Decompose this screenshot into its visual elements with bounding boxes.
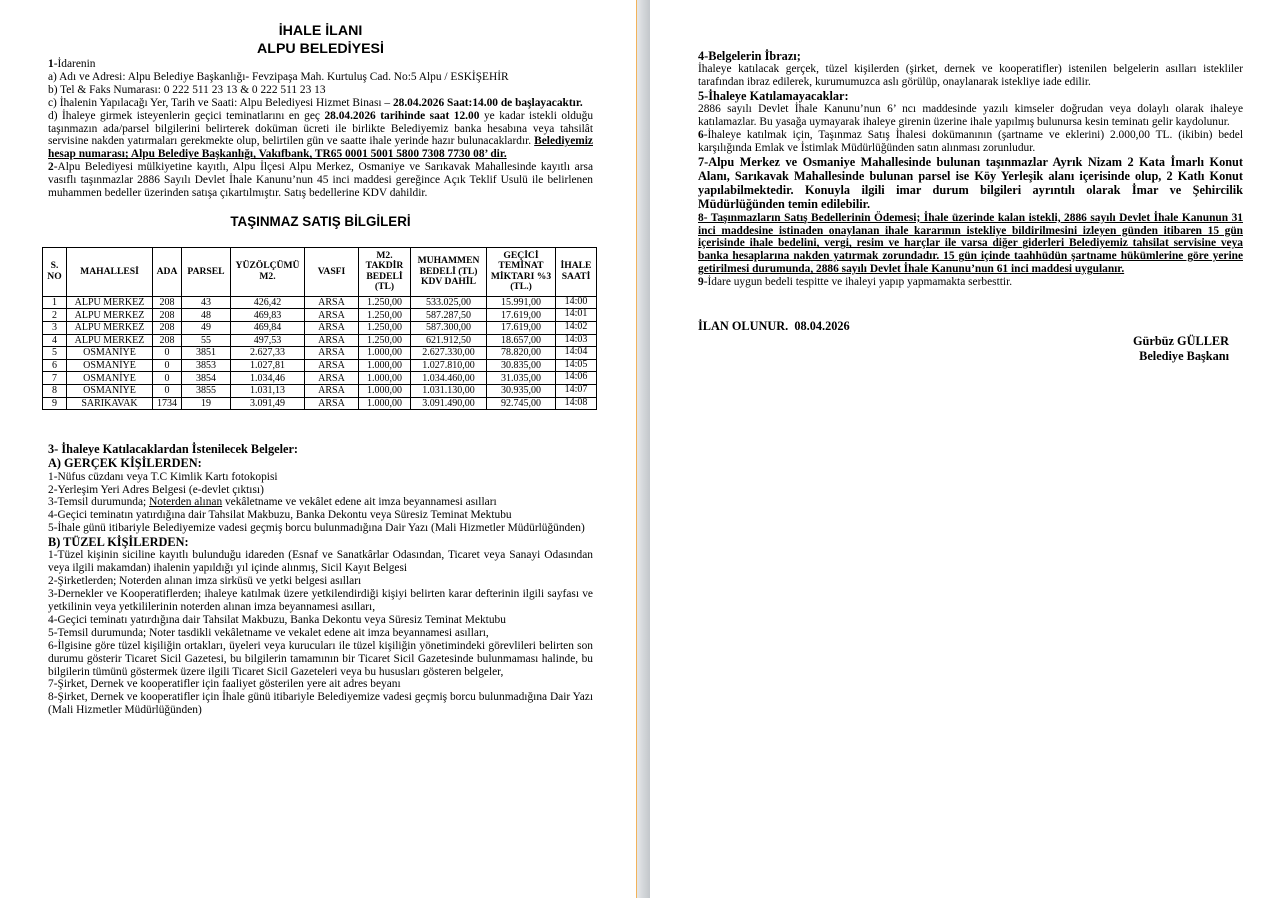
list-item: 2-Şirketlerden; Noterden alınan imza sirküsü ve yetki belgesi asılları [48,575,362,588]
table-cell: ALPU MERKEZ [67,309,153,322]
column-header: GEÇİCİ TEMİNAT MİKTARI %3 (TL.) [487,247,556,296]
section-1b-phone: b) Tel & Faks Numarası: 0 222 511 23 13 & 0 222 511 23 13 [48,83,326,96]
table-row [43,347,597,360]
table-cell: 30.835,00 [487,359,556,372]
table-cell: 31.035,00 [487,372,556,385]
table-cell: SARIKAVAK [67,397,153,410]
table-row [43,359,597,372]
table-title: TAŞINMAZ SATIŞ BİLGİLERİ [230,213,411,229]
page-1-content [48,22,593,717]
table-cell: 208 [153,309,182,322]
table-cell: 14:08 [556,397,597,410]
section-1d-text2: ye kadar istekli olduğu taşınmazın ada/parsel bilgilerini belirterek doküman ücreti ile birlikte Belediyemiz banka hesabına veya tahsilât servisine nakden yatırmaları gerekmekte olup, belirtilen gün ve saatte ihale yerinde hazır bulunacaklardır. [48,109,594,148]
section-9-paragraph [698,276,1243,289]
section-3b-heading: B) TÜZEL KİŞİLERDEN: [48,535,189,550]
list-item: 5-İhale günü itibariyle Belediyemize vadesi geçmiş borcu bulunmadığına Dair Yazı (Mali Hizmetler Müdürlüğünden) [48,522,585,535]
table-cell: ARSA [305,334,359,347]
section-3a-heading: A) GERÇEK KİŞİLERDEN: [48,456,202,471]
table-cell: 3854 [182,372,231,385]
column-header: MUHAMMEN BEDELİ (TL) KDV DAHİL [411,247,487,296]
table-cell: 1.000,00 [359,397,411,410]
column-header: VASFI [305,247,359,296]
section-1c-text: c) İhalenin Yapılacağı Yer, Tarih ve Saati: Alpu Belediyesi Hizmet Binası – [48,96,393,109]
table-cell: 6 [43,359,67,372]
table-cell: 1.034,46 [231,372,305,385]
list-item: 4-Geçici teminatın yatırdığına dair Tahsilat Makbuzu, Banka Dekontu veya Süresiz Teminat Mektubu [48,509,512,522]
list-item: 3-Dernekler ve Kooperatiflerden; ihaleye katılmak üzere yetkilendirdiği kişiyi belirten karar defterinin ilgili sayfası ve yetkilinin veya yetkililerinin noterden alınan imza beyannamesi asılları, [48,588,593,613]
column-header: MAHALLESİ [67,247,153,296]
table-cell: 14:00 [556,296,597,309]
table-cell: 1.250,00 [359,334,411,347]
section-1c-place-date [48,97,593,110]
table-row [43,397,597,410]
table-cell: ARSA [305,347,359,360]
section-8-paragraph [698,212,1243,277]
table-cell: 43 [182,296,231,309]
section-3-heading: 3- İhaleye Katılacaklardan İstenilecek Belgeler: [48,442,298,457]
table-cell: ALPU MERKEZ [67,334,153,347]
table-cell: 78.820,00 [487,347,556,360]
table-cell: 3851 [182,347,231,360]
list-item: 6-İlgisine göre tüzel kişiliğin ortakları, üyeleri veya kurucuları ile tüzel kişiliğin yönetimindeki görevlileri belirten son durumu gösterir Ticaret Sicil Gazetesi, bu bilgilerin tamamının bir Ticaret Sicil Gazetesinde bulunmaması halinde, bu bilgilerin tümünü göstermek üzere ilgili Ticaret Sicil Gazeteleri veya bu hususları gösteren belgeler, [48,639,593,678]
section-1d-deposit [48,110,593,162]
section-8-text: İhale üzerinde kalan istekli, 2886 sayılı Devlet İhale Kanunun 31 inci maddesine istinaden onaylanan ihale kararının istekliye bildirilmesini izleyen günden itibaren 15 gün içerisinde ihale bedelini, vergi, resim ve harçlar ile varsa diğer giderleri Belediyemiz tahsilat servisine veya banka hesaplarına nakden yatırmak zorundadır. 15 gün içinde taahhüdün şartname hükümlerine göre yerine getirilmesi durumunda, 2886 sayılı Devlet İhale Kanunu’nun 61 inci maddesi uygulanır. [698,211,1243,276]
table-cell: OSMANİYE [67,347,153,360]
section-8-heading: 8- Taşınmazların Satış Bedellerinin Ödemesi; [698,211,921,224]
table-cell: OSMANİYE [67,385,153,398]
table-cell: 1.000,00 [359,347,411,360]
table-cell: 3853 [182,359,231,372]
table-cell: 1.027.810,00 [411,359,487,372]
underlined-text: Noterden alınan [149,496,223,509]
section-2-paragraph [48,161,593,200]
column-header: İHALE SAATİ [556,247,597,296]
table-cell: ARSA [305,322,359,335]
table-cell: 1.250,00 [359,309,411,322]
column-header: M2. TAKDİR BEDELİ (TL) [359,247,411,296]
table-cell: 1.250,00 [359,322,411,335]
table-cell: 7 [43,372,67,385]
table-cell: 9 [43,397,67,410]
list-item: 1-Tüzel kişinin siciline kayıtlı bulunduğu idareden (Esnaf ve Sanatkârlar Odasından, Ticaret veya Sanayi Odasından veya ilgili makamdan) ihalenin yapıldığı yıl içinde alınmış, Sicil Kayıt Belgesi [48,549,593,575]
table-cell: 0 [153,372,182,385]
table-cell: 1.027,81 [231,359,305,372]
section-1a-address: a) Adı ve Adresi: Alpu Belediye Başkanlığı- Fevzipaşa Mah. Kurtuluş Cad. No:5 Alpu / ESKİŞEHİR [48,70,509,83]
section-9-text: -İdare uygun bedeli tespitte ve ihaleyi yapıp yapmamakta serbesttir. [703,276,1013,289]
table-row [43,334,597,347]
table-cell: 1.031,13 [231,385,305,398]
bank-account-info: Belediyemiz hesap numarası; Alpu Belediye Başkanlığı, Vakıfbank, TR65 0001 5001 5800 7308 7730 08’ dir. [48,135,593,161]
section-1-heading-text: -İdarenin [53,58,96,70]
table-cell: 3.091.490,00 [411,397,487,410]
list-item-text: 3-Temsil durumunda; [48,496,150,509]
table-cell: 14:02 [556,322,597,335]
table-row [43,322,597,335]
section-1d-text1: d) İhaleye girmek isteyenlerin geçici teminatlarını en geç [48,109,325,122]
section-6-paragraph [698,129,1243,155]
table-cell: 3 [43,322,67,335]
section-4-heading: 4-Belgelerin İbrazı; [698,49,801,63]
section-1-heading [48,58,593,71]
table-cell: ALPU MERKEZ [67,322,153,335]
table-cell: ARSA [305,372,359,385]
table-cell: OSMANİYE [67,372,153,385]
table-cell: 621.912,50 [411,334,487,347]
table-cell: ARSA [305,359,359,372]
signer-name: Gürbüz GÜLLER [1132,334,1229,349]
section-1c-datetime: 28.04.2026 Saat:14.00 de başlayacaktır. [392,96,583,109]
column-header: PARSEL [182,247,231,296]
list-item-text: vekâletname ve vekâlet edene ait imza beyannamesi asılları [222,496,497,509]
table-cell: 1.250,00 [359,296,411,309]
table-cell: OSMANİYE [67,359,153,372]
table-cell: 55 [182,334,231,347]
table-row [43,296,597,309]
table-cell: ARSA [305,385,359,398]
table-cell: 1.034.460,00 [411,372,487,385]
table-cell: 3.091,49 [231,397,305,410]
table-cell: 1.000,00 [359,385,411,398]
section-5-text: 2886 sayılı Devlet İhale Kanunu’nun 6’ ncı maddesinde yazılı kimseler doğrudan veya dolaylı olarak ihaleye katılamazlar. Bu yasağa uymayarak ihaleye girenin üzerine ihale yapılmış bulunursa kesin teminatı gelir kaydolunur. [698,103,1243,129]
section-4-text: İhaleye katılacak gerçek, tüzel kişilerden (şirket, dernek ve kooperatifler) istenilen belgelerin asılları istekliler tarafından ibraz edilerek, kurumumuzca aslı görülüp, onaylanarak istekliye iade edilir. [698,63,1243,89]
list-item: 4-Geçici teminatı yatırdığına dair Tahsilat Makbuzu, Banka Dekontu veya Süresiz Teminat Mektubu [48,613,506,626]
table-cell: ARSA [305,397,359,410]
table-cell: 208 [153,296,182,309]
page-separator [636,0,650,898]
table-cell: 17.619,00 [487,322,556,335]
table-row [43,372,597,385]
table-cell: 587.300,00 [411,322,487,335]
document-page-1 [0,0,636,898]
table-cell: 48 [182,309,231,322]
table-cell: 1.000,00 [359,372,411,385]
section-2-text: -Alpu Belediyesi mülkiyetine kayıtlı, Alpu İlçesi Alpu Merkez, Osmaniye ve Sarıkavak Mahallesinde kayıtlı arsa vasıflı taşınmazlar 2886 Sayılı Devlet İhale Kanunu’nun 45 inci maddesi gereğince Açık Teklif Usulü ile belirlenen muhammen bedeller üzerinden satışa çıkartılmıştır. Satış bedellerine KDV dahildir. [48,161,593,200]
list-item [48,496,593,509]
table-cell: 1 [43,296,67,309]
table-cell: 469,84 [231,322,305,335]
section-1-number: 1 [48,58,54,70]
table-cell: 208 [153,322,182,335]
column-header: YÜZÖLÇÜMÜ M2. [231,247,305,296]
table-cell: 1.031.130,00 [411,385,487,398]
table-body [43,296,597,409]
list-item: 1-Nüfus cüzdanı veya T.C Kimlik Kartı fotokopisi [48,470,278,483]
table-cell: 0 [153,385,182,398]
table-cell: 14:04 [556,347,597,360]
document-page-2 [650,0,1285,898]
table-cell: 14:03 [556,334,597,347]
section-2-number: 2 [48,161,54,174]
table-cell: 92.745,00 [487,397,556,410]
table-cell: 18.657,00 [487,334,556,347]
table-cell: 1734 [153,397,182,410]
table-cell: 3855 [182,385,231,398]
list-item: 5-Temsil durumunda; Noter tasdikli vekâletname ve vekalet edene ait imza beyannamesi asılları, [48,626,489,639]
table-cell: 49 [182,322,231,335]
table-cell: 30.935,00 [487,385,556,398]
list-item: 2-Yerleşim Yeri Adres Belgesi (e-devlet çıktısı) [48,483,264,496]
table-row [43,385,597,398]
table-cell: 2.627.330,00 [411,347,487,360]
property-sale-table [42,247,597,410]
table-cell: 1.000,00 [359,359,411,372]
section-1d-deadline: 28.04.2026 tarihinde saat 12.00 [324,109,480,122]
section-7-paragraph: 7-Alpu Merkez ve Osmaniye Mahallesinde bulunan taşınmazlar Ayrık Nizam 2 Kata İmarlı Konut Alanı, Sarıkavak Mahallesinde bulunan parsel ise Köy Yerleşik alanı içerisinde olup, 2 Katlı Konut yapılabilmektedir. Konuyla ilgili imar durum bilgileri ayrıntılı olarak İmar ve Şehircilik Müdürlüğünden temin edilebilir. [698,154,1243,212]
table-cell: 14:07 [556,385,597,398]
signer-title: Belediye Başkanı [1139,348,1229,363]
table-cell: 0 [153,347,182,360]
table-cell: 497,53 [231,334,305,347]
column-header: S. NO [43,247,67,296]
table-cell: 8 [43,385,67,398]
table-cell: 426,42 [231,296,305,309]
table-cell: 0 [153,359,182,372]
table-cell: 533.025,00 [411,296,487,309]
table-cell: 17.619,00 [487,309,556,322]
table-cell: 4 [43,334,67,347]
list-item: 8-Şirket, Dernek ve kooperatifler için İhale günü itibariyle Belediyemize vadesi geçmiş borcu bulunmadığına Dair Yazı (Mali Hizmetler Müdürlüğünden) [48,691,593,717]
document-title: İHALE İLANI [278,23,363,39]
section-9-number: 9 [698,276,704,289]
table-row [43,309,597,322]
table-cell: 469,83 [231,309,305,322]
page-2-content [698,49,1243,363]
table-cell: 14:05 [556,359,597,372]
table-cell: ARSA [305,309,359,322]
table-cell: 15.991,00 [487,296,556,309]
section-5-heading: 5-İhaleye Katılamayacaklar: [698,89,849,104]
table-cell: 2 [43,309,67,322]
table-cell: 19 [182,397,231,410]
table-header-row [43,247,597,296]
table-cell: ALPU MERKEZ [67,296,153,309]
table-cell: 587.287,50 [411,309,487,322]
institution-title: ALPU BELEDİYESİ [257,41,384,57]
table-cell: 208 [153,334,182,347]
table-cell: 2.627,33 [231,347,305,360]
table-cell: 14:06 [556,372,597,385]
list-item: 7-Şirket, Dernek ve kooperatifler için faaliyet gösterilen yere ait adres beyanı [48,678,401,691]
table-cell: 14:01 [556,309,597,322]
announcement-date: İLAN OLUNUR. 08.04.2026 [698,319,850,334]
table-cell: 5 [43,347,67,360]
table-cell: ARSA [305,296,359,309]
section-6-number: 6 [698,129,704,142]
section-6-text: -İhaleye katılmak için, Taşınmaz Satış İhalesi dokümanının (şartname ve eklerini) 2.000,00 TL. (ikibin) bedel karşılığında Emlak ve İstimlak Müdürlüğünden satın alınması zorunludur. [698,129,1243,154]
column-header: ADA [153,247,182,296]
